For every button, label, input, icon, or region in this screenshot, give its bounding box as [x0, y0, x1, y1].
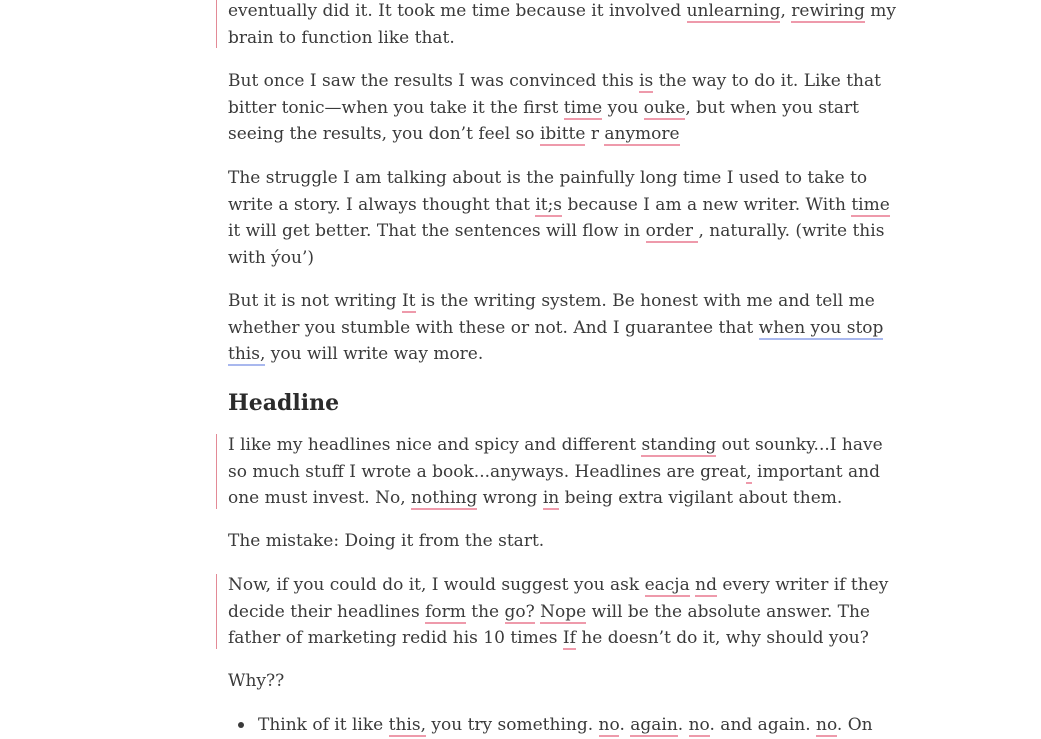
text-line: brain to function like that. — [228, 27, 455, 48]
paragraph-why[interactable] — [228, 668, 828, 695]
style-suggestion[interactable]: when you stop — [758, 317, 884, 338]
section-heading: Headline — [228, 390, 340, 416]
spelling-issue[interactable]: nd — [695, 575, 717, 595]
text-line: with ýou’) — [228, 247, 314, 268]
spelling-issue[interactable]: eacja — [644, 575, 690, 595]
list-item[interactable]: Think of it like this, you try something. no. again. no. and again. no. On — [228, 712, 873, 739]
spelling-issue[interactable]: nothing — [411, 488, 478, 508]
text-line: I like my headlines nice and spicy and different standing out sounky...I have — [228, 435, 883, 455]
text-line: bitter tonic—when you take it the first time you ouke, but when you start — [228, 97, 859, 118]
punctuation-issue[interactable]: this, — [388, 715, 426, 735]
text-line: whether you stumble with these or not. And I guarantee that when you stop — [228, 317, 884, 338]
spelling-issue[interactable]: no — [816, 715, 837, 735]
spelling-issue[interactable]: Nope — [540, 601, 587, 622]
spelling-issue[interactable]: in — [542, 488, 560, 508]
issue-indicator-bar[interactable] — [216, 0, 217, 48]
spelling-issue[interactable]: is — [639, 71, 654, 91]
spelling-issue[interactable]: anymore — [604, 124, 680, 144]
text-line: Why?? — [228, 671, 285, 691]
text-line: The mistake: Doing it from the start. — [228, 531, 545, 551]
text-line: Now, if you could do it, I would suggest you ask eacja nd every writer if they — [228, 575, 889, 595]
spelling-issue[interactable]: time — [851, 194, 890, 215]
spelling-issue[interactable]: time — [563, 97, 603, 118]
text-line: so much stuff I wrote a book...anyways. Headlines are great, important and — [228, 461, 880, 482]
text-line: write a story. I always thought that it;s because I am a new writer. With time — [228, 194, 890, 215]
spelling-issue[interactable]: no — [688, 715, 710, 735]
spelling-issue[interactable]: go? — [504, 601, 535, 622]
spelling-issue[interactable]: standing — [641, 435, 717, 455]
punctuation-issue[interactable]: , — [746, 461, 752, 482]
spelling-issue[interactable]: If — [562, 628, 576, 648]
issue-indicator-bar[interactable] — [216, 434, 217, 509]
spelling-issue[interactable]: unlearning — [686, 1, 781, 21]
issue-indicator-bar[interactable] — [216, 574, 217, 649]
paragraph-mistake[interactable] — [228, 528, 828, 555]
paragraph-writing-system[interactable] — [228, 288, 884, 368]
spelling-issue[interactable]: It — [401, 291, 416, 311]
paragraph-results[interactable] — [228, 68, 881, 148]
paragraph-struggle[interactable] — [228, 165, 890, 271]
text-line: But once I saw the results I was convinced this is the way to do it. Like that — [228, 71, 881, 91]
style-suggestion[interactable]: this, — [228, 344, 266, 364]
text-line: this, you will write way more. — [228, 344, 484, 364]
spelling-issue[interactable]: no — [598, 715, 620, 735]
paragraph-headlines[interactable] — [228, 432, 883, 512]
spelling-issue[interactable]: rewiring — [791, 1, 865, 21]
spelling-issue[interactable]: it;s — [535, 194, 563, 215]
text-line: But it is not writing It is the writing system. Be honest with me and tell me — [228, 291, 875, 311]
text-line: seeing the results, you don’t feel so ibitte r anymore — [228, 124, 680, 144]
text-line: The struggle I am talking about is the painfully long time I used to take to — [228, 168, 868, 188]
bullet-list[interactable] — [228, 712, 873, 739]
spelling-issue[interactable]: ibitte — [539, 124, 586, 144]
text-line: one must invest. No, nothing wrong in being extra vigilant about them. — [228, 488, 843, 508]
text-line: it will get better. That the sentences will flow in order , naturally. (write this — [228, 221, 885, 241]
text-line: decide their headlines form the go? Nope will be the absolute answer. The — [228, 601, 870, 622]
spelling-issue[interactable]: ouke — [643, 97, 686, 118]
text-line: father of marketing redid his 10 times If he doesn’t do it, why should you? — [228, 628, 869, 648]
paragraph-ask-writers[interactable] — [228, 572, 889, 652]
spelling-issue[interactable]: order — [645, 221, 699, 241]
paragraph-unlearning[interactable] — [228, 0, 896, 51]
spelling-issue[interactable]: form — [425, 601, 466, 622]
spelling-issue[interactable]: again — [630, 715, 678, 735]
text-line: eventually did it. It took me time because it involved unlearning, rewiring my — [228, 1, 896, 21]
